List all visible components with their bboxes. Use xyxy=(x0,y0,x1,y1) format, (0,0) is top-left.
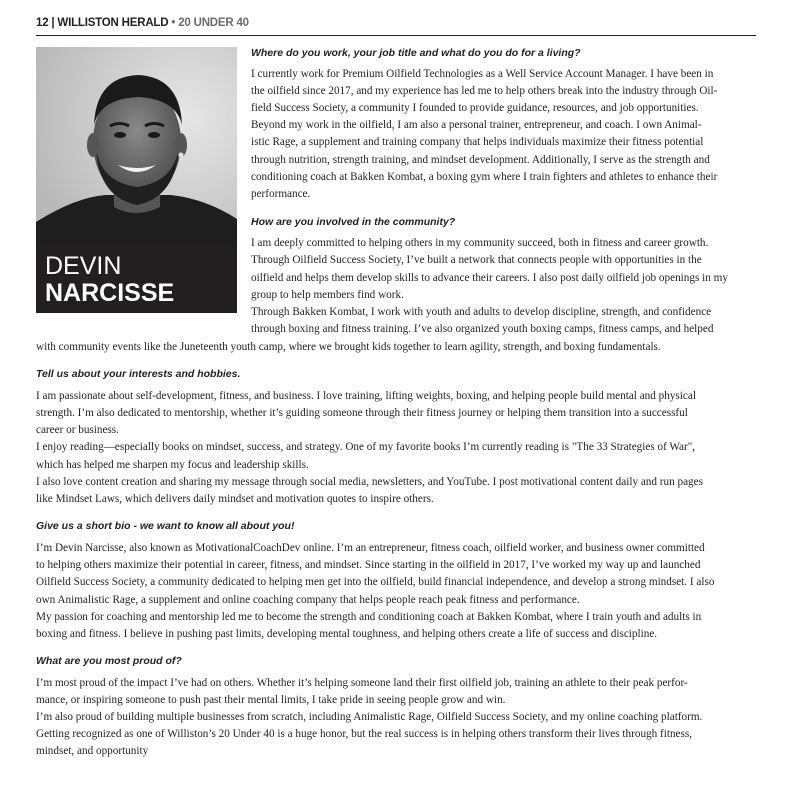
publication-name: WILLISTON HERALD xyxy=(57,17,169,29)
answer-line: I enjoy reading—especially books on mindset, success, and strategy. One of my favorite books I’m currently reading is "The 33 Strategies of War", xyxy=(36,441,696,453)
page-number: 12 xyxy=(36,17,49,29)
answer-line: like Mindset Laws, which delivers daily mindset and motivation quotes to inspire others. xyxy=(36,492,434,505)
answer-line: I’m most proud of the impact I’ve had on others. Whether it’s helping someone land their first oilfield job, training an athlete to their peak perfor- xyxy=(36,676,688,689)
running-header xyxy=(36,16,756,30)
question-work: Where do you work, your job title and what do you do for a living? xyxy=(251,47,581,59)
answer-line: with community events like the Juneteenth youth camp, where we brought kids together to learn agility, strength, and boxing fundamentals. xyxy=(36,340,661,353)
question-community: How are you involved in the community? xyxy=(251,216,456,228)
answer-line: own Animalistic Rage, a supplement and online coaching company that helps people reach peak fitness and performance. xyxy=(36,593,580,606)
answer-line: I currently work for Premium Oilfield Technologies as a Well Service Account Manager. I have been in xyxy=(251,67,714,80)
portrait-photo xyxy=(36,47,237,247)
answer-line: group to help members find work. xyxy=(251,288,404,301)
question-interests: Tell us about your interests and hobbies. xyxy=(36,368,241,380)
answer-line: Through Oilfield Success Society, I’ve built a network that connects people with opportunities in the xyxy=(251,254,702,266)
answer-line: My passion for coaching and mentorship led me to become the strength and conditioning coach at Bakken Kombat, where I train youth and adults in xyxy=(36,610,702,623)
answer-line: oilfield and helps them develop skills to advance their careers. I also post daily oilfield job openings in my xyxy=(251,271,728,284)
answer-line: the oilfield since 2017, and my experience has led me to help others break into the industry through Oil- xyxy=(251,84,718,97)
header-separator: | xyxy=(48,17,58,29)
answer-line: Through Bakken Kombat, I work with youth and adults to develop discipline, strength, and confidence xyxy=(251,306,712,318)
answer-line: mindset, and opportunity xyxy=(36,745,149,757)
answer-line: through boxing and fitness training. I’ve also organized youth boxing camps, fitness camps, and helped xyxy=(251,323,714,335)
answer-line: performance. xyxy=(251,188,311,200)
answer-line: I am passionate about self-development, fitness, and business. I love training, lifting weights, boxing, and helping people build mental and physical xyxy=(36,389,696,402)
question-proud: What are you most proud of? xyxy=(36,655,182,667)
name-box xyxy=(36,247,237,313)
answer-line: field Success Society, a community I founded to provide guidance, resources, and job opportunities. xyxy=(251,101,699,114)
answer-line: Beyond my work in the oilfield, I am also a personal trainer, entrepreneur, and coach. I own Animal- xyxy=(251,119,702,131)
answer-line: istic Rage, a supplement and training company that helps individuals maximize their fitness potential xyxy=(251,136,704,148)
answer-line: I also love content creation and sharing my message through social media, newsletters, and YouTube. I post motivational content daily and run pages xyxy=(36,475,703,488)
question-bio: Give us a short bio - we want to know all about you! xyxy=(36,520,295,532)
first-name: DEVIN xyxy=(45,252,122,280)
answer-line: through nutrition, strength training, and mindset development. Additionally, I serve as the strength and xyxy=(251,153,710,166)
answer-line: Oilfield Success Society, a community dedicated to helping men get into the oilfield, build financial independence, and develop a strong mindset. I also xyxy=(36,576,715,588)
answer-line: I’m Devin Narcisse, also known as MotivationalCoachDev online. I’m an entrepreneur, fitness coach, oilfield worker, and business owner committed xyxy=(36,542,705,554)
header-bullet: • xyxy=(168,17,179,29)
answer-line: strength. I’m also dedicated to mentorship, whether it’s guiding someone through their fitness journey or helping them transition into a successful xyxy=(36,406,688,419)
answer-line: boxing and fitness. I believe in pushing past limits, developing mental toughness, and helping others create a life of success and discipline. xyxy=(36,627,658,640)
header-rule xyxy=(36,35,756,36)
answer-line: which has helped me sharpen my focus and leadership skills. xyxy=(36,458,309,471)
answer-line: to helping others maximize their potential in career, fitness, and mindset. Since starting in the oilfield in 2017, I’ve worked my way up and launched xyxy=(36,559,701,571)
answer-line: I’m also proud of building multiple businesses from scratch, including Animalistic Rage, Oilfield Success Society, and my online coaching platform. xyxy=(36,711,703,723)
section-name: 20 UNDER 40 xyxy=(178,17,249,29)
answer-line: I am deeply committed to helping others in my community succeed, both in fitness and career growth. xyxy=(251,237,709,249)
last-name: NARCISSE xyxy=(45,279,175,307)
answer-line: mance, or inspiring someone to push past their mental limits, I take pride in seeing people grow and win. xyxy=(36,693,506,706)
answer-line: Getting recognized as one of Williston’s 20 Under 40 is a huge honor, but the real success is in helping others transform their lives through fitness, xyxy=(36,728,693,740)
answer-line: career or business. xyxy=(36,423,119,436)
answer-line: conditioning coach at Bakken Kombat, a boxing gym where I train fighters and athletes to enhance their xyxy=(251,171,718,183)
